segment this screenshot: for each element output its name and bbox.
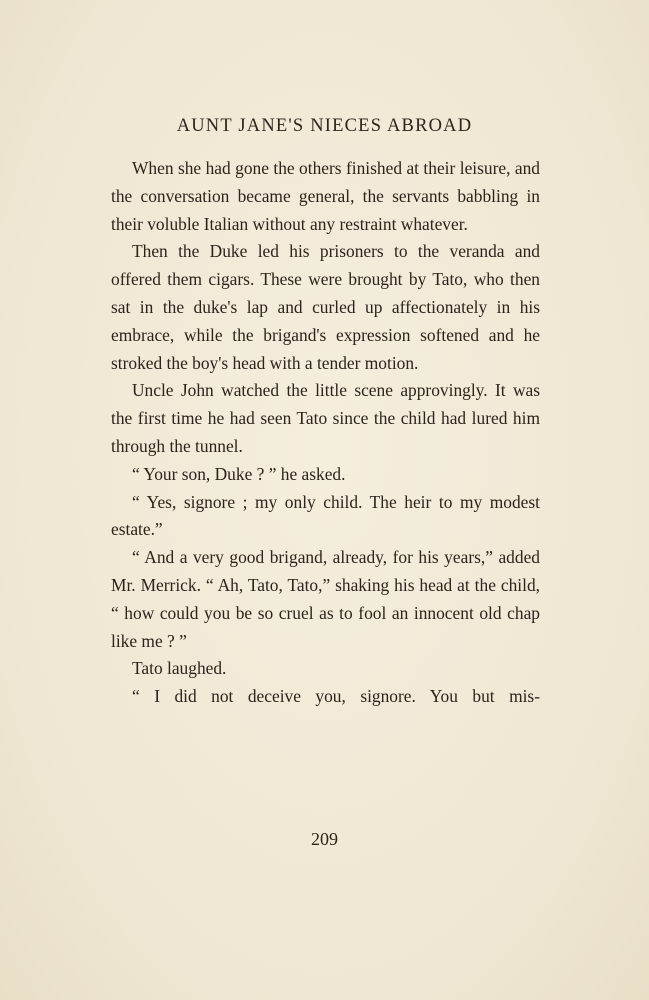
body-text [111,155,540,711]
paragraph-2: Then the Duke led his prisoners to the veranda and offered them cigars. These were brought by Tato, who then sat in the duke's lap and curled up affectionately in his embrace, while the brigand's expression softened and he stroked the boy's head with a tender motion. [111,241,540,373]
page-number: 209 [311,829,338,849]
paragraph-5: “ Yes, signore ; my only child. The heir to my modest estate.” [111,491,540,540]
paragraph-4: “ Your son, Duke ? ” he asked. [132,463,346,484]
paragraph-3: Uncle John watched the little scene approvingly. It was the first time he had seen Tato since the child had lured him through the tunnel. [111,380,540,456]
paragraph-6: “ And a very good brigand, already, for his years,” added Mr. Merrick. “ Ah, Tato, Tato,” shaking his head at the child, “ how could you be so cruel as to fool an innocent old chap like me ? ” [111,547,540,651]
paragraph-1: When she had gone the others finished at their leisure, and the conversation became general, the servants babbling in their voluble Italian without any restraint whatever. [111,158,540,234]
running-head: AUNT JANE'S NIECES ABROAD [176,116,473,136]
paragraph-7: Tato laughed. [132,658,227,679]
paragraph-8: “ I did not deceive you, signore. You but mis- [132,686,540,707]
